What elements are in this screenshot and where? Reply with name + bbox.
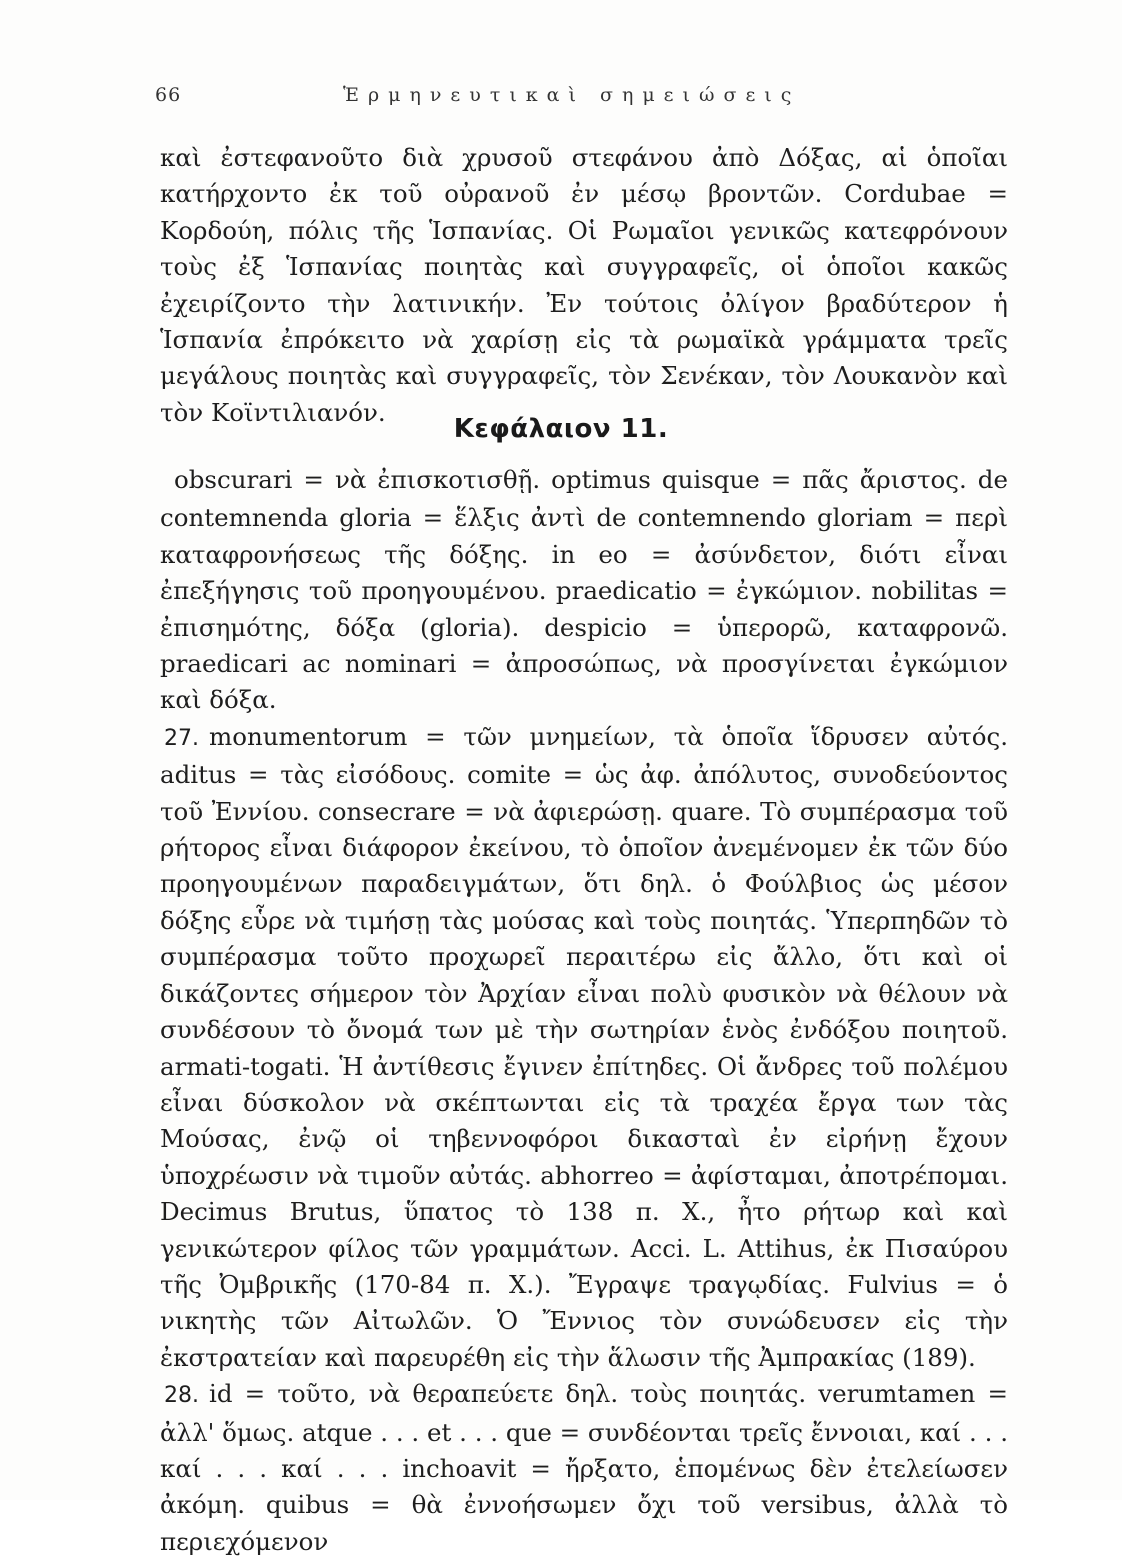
paragraph-number bbox=[160, 469, 174, 494]
running-title: Ἑρμηνευτικαὶ σημειώσεις bbox=[343, 84, 801, 106]
paragraph-number: 28. bbox=[164, 1383, 199, 1409]
notes-body bbox=[160, 462, 1008, 1560]
intro-paragraph-text: καὶ ἐστεφανοῦτο διὰ χρυσοῦ στεφάνου ἀπὸ Δόξας, αἱ ὁποῖαι κατήρχοντο ἐκ τοῦ οὐρανοῦ ἐν μέσῳ βροντῶν. Cordubae = Κορδούη, πόλις τῆς Ἱσπανίας. Οἱ Ρωμαῖοι γενικῶς κατεφρόνουν τοὺς ἐξ Ἱσπανίας ποιητὰς καὶ συγγραφεῖς, οἱ ὁποῖοι κακῶς ἐχειρίζοντο τὴν λατινικήν. Ἐν τούτοις ὀλίγον βραδύτερον ἡ Ἱσπανία ἐπρόκειτο νὰ χαρίσῃ εἰς τὰ ρωμαϊκὰ γράμματα τρεῖς μεγάλους ποιητὰς καὶ συγγραφεῖς, τὸν Σενέκαν, τὸν Λουκανὸν καὶ τὸν Κοϊντιλιανόν. bbox=[160, 143, 1008, 427]
note-paragraph bbox=[160, 1376, 1008, 1560]
note-paragraph bbox=[160, 719, 1008, 1376]
note-paragraph bbox=[160, 462, 1008, 719]
paragraph-text: monumentorum = τῶν μνημείων, τὰ ὁποῖα ἵδρυσεν αὐτός. aditus = τὰς εἰσόδους. comite = ὡς ἀφ. ἀπόλυτος, συνοδεύοντος τοῦ Ἐννίου. consecrare = νὰ ἀφιερώσῃ. quare. Τὸ συμπέρασμα τοῦ ρήτορος εἶναι διάφορον ἐκείνου, τὸ ὁποῖον ἀνεμένομεν ἐκ τῶν δύο προηγουμένων παραδειγμάτων, ὅτι δηλ. ὁ Φούλβιος ὡς μέσον δόξης εὗρε νὰ τιμήσῃ τὰς μούσας καὶ τοὺς ποιητάς. Ὑπερπηδῶν τὸ συμπέρασμα τοῦτο προχωρεῖ περαιτέρω εἰς ἄλλο, ὅτι καὶ οἱ δικάζοντες σήμερον τὸν Ἀρχίαν εἶναι πολὺ φυσικὸν νὰ θέλουν νὰ συνδέσουν τὸ ὄνομά των μὲ τὴν σωτηρίαν ἑνὸς ἐνδόξου ποιητοῦ. armati-togati. Ἡ ἀντίθεσις ἔγινεν ἐπίτηδες. Οἱ ἄνδρες τοῦ πολέμου εἶναι δύσκολον νὰ σκέπτωνται εἰς τὰ τραχέα ἔργα των τὰς Μούσας, ἐνῷ οἱ τηβεννοφόροι δικασταὶ ἐν εἰρήνῃ ἔχουν ὑποχρέωσιν νὰ τιμοῦν αὐτάς. abhorreo = ἀφίσταμαι, ἀποτρέπομαι. Decimus Brutus, ὕπατος τὸ 138 π. Χ., ἦτο ρήτωρ καὶ καὶ γενικώτερον φίλος τῶν γραμμάτων. Acci. L. Attihus, ἐκ Πισαύρου τῆς Ὀμβρικῆς (170-84 π. Χ.). Ἔγραψε τραγῳδίας. Fulvius = ὁ νικητὴς τῶν Αἰτωλῶν. Ὁ Ἔννιος τὸν συνώδευσεν εἰς τὴν ἐκστρατείαν καὶ παρευρέθη εἰς τὴν ἅλωσιν τῆς Ἀμπρακίας (189). bbox=[160, 721, 1008, 1372]
intro-paragraph bbox=[160, 140, 1008, 431]
page-header bbox=[155, 84, 1015, 114]
paragraph-number: 27. bbox=[164, 725, 199, 751]
chapter-heading: Κεφάλαιον 11. bbox=[453, 414, 669, 444]
page-number: 66 bbox=[155, 84, 182, 106]
paragraph-text: obscurari = νὰ ἐπισκοτισθῇ. optimus quisque = πᾶς ἄριστος. de contemnenda gloria = ἕλξις ἀντὶ de contemnendo gloriam = περὶ καταφρονήσεως τῆς δόξης. in eo = ἀσύνδετον, διότι εἶναι ἐπεξήγησις τοῦ προηγουμένου. praedicatio = ἐγκώμιον. nobilitas = ἐπισημότης, δόξα (gloria). despicio = ὑπερορῶ, καταφρονῶ. praedicari ac nominari = ἀπροσώπως, νὰ προσγίνεται ἐγκώμιον καὶ δόξα. bbox=[160, 465, 1008, 715]
paragraph-text: id = τοῦτο, νὰ θεραπεύετε δηλ. τοὺς ποιητάς. verumtamen = ἀλλ' ὅμως. atque . . . et . . . que = συνδέονται τρεῖς ἔννοιαι, καί . . . καί . . . καί . . . inchoavit = ἤρξατο, ἑπομένως δὲν ἐτελείωσεν ἀκόμη. quibus = θὰ ἐννοήσωμεν ὄχι τοῦ versibus, ἀλλὰ τὸ περιεχόμενον bbox=[160, 1379, 1008, 1556]
